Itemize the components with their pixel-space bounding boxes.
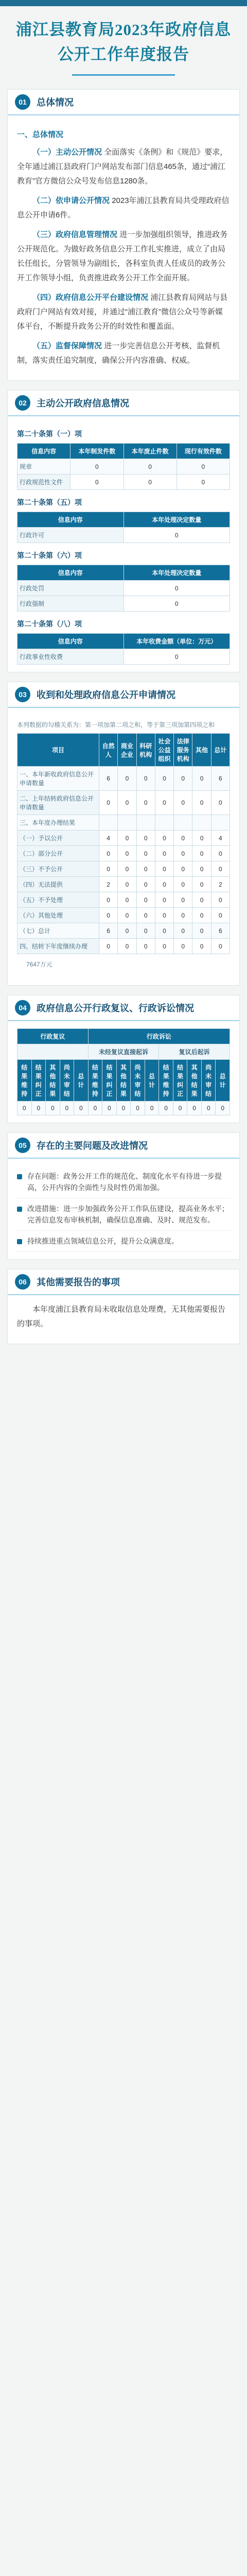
table-header-cell: 总计 xyxy=(74,1060,89,1101)
table-cell: 0 xyxy=(155,908,173,923)
table-cell: 0 xyxy=(192,791,211,815)
section-number: 01 xyxy=(15,94,30,110)
table-cell: （七）总计 xyxy=(17,923,99,939)
table-cell: 6 xyxy=(211,767,230,791)
table-cell: （五）不予处理 xyxy=(17,892,99,908)
section-number: 06 xyxy=(15,1274,30,1290)
overview-text-3: 进一步加强组织领导，推进政务公开规范化。为做好政务信息公开工作扎实推进，成立了由局长任组长，分管领导为副组长，各科室负责人任成员的政务公开工作领导小组，负责推进政务公开工作全面开展。 xyxy=(17,230,228,282)
table-cell: 行政规范性文件 xyxy=(17,474,70,490)
table-header-cell: 尚未审结 xyxy=(60,1060,74,1101)
table-cell: 0 xyxy=(155,767,173,791)
table-cell: 4 xyxy=(211,831,230,846)
table-cell: 0 xyxy=(131,1101,145,1115)
table-row xyxy=(17,939,230,954)
table-cell: （三）不予公开 xyxy=(17,861,99,877)
table-cell: 0 xyxy=(136,861,155,877)
hero xyxy=(0,6,247,89)
table-cell: 0 xyxy=(192,846,211,861)
table-cell: 0 xyxy=(123,596,230,612)
table-cell: 0 xyxy=(88,1101,102,1115)
table-cell: 0 xyxy=(174,846,192,861)
table-cell: 0 xyxy=(118,939,136,954)
table-cell: 0 xyxy=(118,861,136,877)
table-cell xyxy=(174,815,192,831)
table-header-cell: 尚未审结 xyxy=(131,1060,145,1101)
requests-note: 本列数据的勾稽关系为：第一项加第二项之和，等于第三项加第四项之和 xyxy=(17,721,215,728)
section-header xyxy=(8,1133,239,1159)
table-cell: 0 xyxy=(136,831,155,846)
table-cell: 0 xyxy=(118,877,136,892)
table-row xyxy=(17,791,230,815)
table-row xyxy=(17,649,230,665)
table-cell: 0 xyxy=(187,1101,202,1115)
table-cell: 0 xyxy=(174,791,192,815)
table-cell: 0 xyxy=(99,908,118,923)
table-cell: 0 xyxy=(118,831,136,846)
table-cell: 0 xyxy=(192,908,211,923)
table-cell xyxy=(192,815,211,831)
section-title: 收到和处理政府信息公开申请情况 xyxy=(37,690,175,700)
table-row xyxy=(17,831,230,846)
overview-subsection-5 xyxy=(17,339,230,368)
table-cell: 0 xyxy=(102,1101,117,1115)
table-row xyxy=(17,474,230,490)
table-cell: 0 xyxy=(136,877,155,892)
table-cell: 0 xyxy=(123,528,230,543)
table-cell: 0 xyxy=(136,846,155,861)
table-cell: 0 xyxy=(155,939,173,954)
table-row xyxy=(17,846,230,861)
table-cell: 三、本年度办理结果 xyxy=(17,815,99,831)
title-underline xyxy=(72,74,175,76)
table-cell xyxy=(211,815,230,831)
table-cell: 0 xyxy=(17,1101,32,1115)
table-cell: 0 xyxy=(174,908,192,923)
table-header-cell: 现行有效件数 xyxy=(177,444,230,459)
table-header-cell: 行政复议 xyxy=(17,1029,89,1044)
table-cell: 0 xyxy=(60,1101,74,1115)
table-cell: 0 xyxy=(174,892,192,908)
section-header xyxy=(8,995,239,1021)
table-cell: 0 xyxy=(211,861,230,877)
overview-heading: 一、总体情况 xyxy=(17,130,64,139)
section-title: 政府信息公开行政复议、行政诉讼情况 xyxy=(37,1003,194,1013)
section-header xyxy=(8,682,239,708)
section-title: 其他需要报告的事项 xyxy=(37,1277,120,1287)
table-cell: 行政强制 xyxy=(17,596,124,612)
table-cell: （四）无法提供 xyxy=(17,877,99,892)
table-cell: 0 xyxy=(216,1101,230,1115)
table-cell: 行政许可 xyxy=(17,528,124,543)
section-body xyxy=(8,115,239,380)
table-cell: 0 xyxy=(211,892,230,908)
table-cell: （六）其他处理 xyxy=(17,908,99,923)
table-cell: 规章 xyxy=(17,459,70,474)
table-header-cell: 其他 xyxy=(192,734,211,767)
section-number: 05 xyxy=(15,1138,30,1153)
overview-text-5: 进一步完善信息公开考核、监督机制，落实责任追究制度，确保公开内容准确、权威。 xyxy=(17,342,220,365)
table-cell: 0 xyxy=(74,1101,89,1115)
section-body xyxy=(8,1159,239,1259)
table-cell: 0 xyxy=(99,846,118,861)
table-cell xyxy=(155,815,173,831)
table-cell: 0 xyxy=(136,908,155,923)
table-cell: 0 xyxy=(211,791,230,815)
table-cell: 0 xyxy=(118,908,136,923)
table-row xyxy=(17,581,230,596)
overview-text-4: 浦江县教育局网站与县政府门户网站有效对接，并通过“浦江教育”微信公众号等新媒体平台，不断提升政务公开的时效性和覆盖面。 xyxy=(17,293,228,331)
table-header-cell: 本年处理决定数量 xyxy=(123,512,230,528)
table-cell: 0 xyxy=(174,831,192,846)
table-header-cell: 其他结果 xyxy=(116,1060,131,1101)
overview-subsection-4 xyxy=(17,291,230,334)
table-cell: 0 xyxy=(99,791,118,815)
table-cell: 0 xyxy=(118,892,136,908)
table-row xyxy=(17,596,230,612)
table-cell: 0 xyxy=(192,892,211,908)
section-title: 存在的主要问题及改进情况 xyxy=(37,1141,148,1151)
section-title: 总体情况 xyxy=(37,97,74,108)
table-row xyxy=(17,767,230,791)
table-cell: 四、结转下年度继续办理 xyxy=(17,939,99,954)
table-cell: 0 xyxy=(99,861,118,877)
table-header-cell: 本年废止件数 xyxy=(123,444,177,459)
section-body xyxy=(8,1295,239,1344)
section-header xyxy=(8,1269,239,1295)
overview-label-2: （二）依申请公开情况 xyxy=(32,196,110,205)
table-cell: 0 xyxy=(155,846,173,861)
table-title: 第二十条第（六）项 xyxy=(17,551,82,560)
section-title: 主动公开政府信息情况 xyxy=(37,398,129,409)
page-title: 浦江县教育局2023年政府信息公开工作年度报告 xyxy=(16,21,231,63)
table-cell: 0 xyxy=(118,791,136,815)
table-subheader: 复议后起诉 xyxy=(159,1044,230,1060)
table-row xyxy=(17,908,230,923)
table-header-cell: 法律服务机构 xyxy=(174,734,192,767)
table-cell: 0 xyxy=(174,939,192,954)
table-cell: 0 xyxy=(99,892,118,908)
section-body xyxy=(8,1021,239,1123)
table-header-cell: 结果维持 xyxy=(88,1060,102,1101)
problems-list xyxy=(17,1166,230,1252)
section-problems xyxy=(7,1132,240,1260)
active-table-4 xyxy=(17,633,230,665)
table-cell: 0 xyxy=(192,939,211,954)
active-table-2 xyxy=(17,512,230,543)
table-cell: 6 xyxy=(99,923,118,939)
overview-label-4: （四）政府信息公开平台建设情况 xyxy=(32,293,149,302)
active-table-1 xyxy=(17,443,230,490)
table-cell: 0 xyxy=(155,877,173,892)
table-cell: 0 xyxy=(155,861,173,877)
section-other xyxy=(7,1269,240,1344)
table-cell: （二）部分公开 xyxy=(17,846,99,861)
table-header-cell: 行政诉讼 xyxy=(88,1029,230,1044)
table-cell: 0 xyxy=(155,831,173,846)
overview-label-3: （三）政府信息管理情况 xyxy=(32,230,118,239)
list-item xyxy=(17,1231,230,1252)
table-header-cell: 尚未审结 xyxy=(201,1060,216,1101)
overview-text-2: 2023年浦江县教育局共受理政府信息公开申请6件。 xyxy=(17,196,230,219)
table-cell: 0 xyxy=(173,1101,187,1115)
overview-subsection-2 xyxy=(17,194,230,223)
list-item xyxy=(17,1166,230,1198)
table-row xyxy=(17,528,230,543)
table-row xyxy=(17,459,230,474)
table-cell: 0 xyxy=(123,459,177,474)
table-cell: 0 xyxy=(177,474,230,490)
table-row xyxy=(17,1101,230,1115)
overview-label-5: （五）监督保障情况 xyxy=(32,342,102,350)
table-cell: 0 xyxy=(118,846,136,861)
table-header-cell: 本年收费金额（单位：万元） xyxy=(123,634,230,649)
table-cell xyxy=(136,815,155,831)
table-cell: 二、上年结转政府信息公开申请数量 xyxy=(17,791,99,815)
list-item-text: 存在问题：政务公开工作的规范化、制度化水平有待进一步提高，公开内容的全面性与及时性仍需加强。 xyxy=(27,1172,222,1192)
table-cell: 6 xyxy=(99,767,118,791)
table-cell: 0 xyxy=(155,892,173,908)
bullet-icon xyxy=(17,1239,22,1244)
active-table-3 xyxy=(17,565,230,612)
table-cell: （一）予以公开 xyxy=(17,831,99,846)
requests-cost-note xyxy=(17,954,230,978)
table-cell: 0 xyxy=(192,877,211,892)
table-header-cell: 总计 xyxy=(145,1060,159,1101)
table-header-cell: 结果纠正 xyxy=(173,1060,187,1101)
section-number: 03 xyxy=(15,687,30,702)
table-cell: 4 xyxy=(99,831,118,846)
section-overview xyxy=(7,89,240,381)
requests-cost-value: 7647万元 xyxy=(26,961,52,968)
table-header-cell: 信息内容 xyxy=(17,565,124,581)
table-row xyxy=(17,815,230,831)
table-cell: 0 xyxy=(46,1101,60,1115)
table-cell: 0 xyxy=(136,892,155,908)
overview-text-1: 全面落实《条例》和《规范》要求，全年通过浦江县政府门户网站发布部门信息465条，通过“浦江教育”官方微信公众号发布信息1280条。 xyxy=(17,148,228,185)
top-bar xyxy=(0,0,247,6)
table-cell: 0 xyxy=(159,1101,173,1115)
table-cell: 0 xyxy=(70,459,123,474)
table-title: 第二十条第（八）项 xyxy=(17,620,82,628)
section-active-disclosure xyxy=(7,390,240,672)
section-review-lawsuit xyxy=(7,995,240,1123)
table-row xyxy=(17,923,230,939)
table-header-cell: 科研机构 xyxy=(136,734,155,767)
table-cell: 0 xyxy=(123,474,177,490)
table-cell: 0 xyxy=(177,459,230,474)
table-subheader xyxy=(17,1044,89,1060)
bullet-icon xyxy=(17,1207,22,1212)
table-cell: 0 xyxy=(192,831,211,846)
table-header-cell: 社会公益组织 xyxy=(155,734,173,767)
table-header-cell: 本年处理决定数量 xyxy=(123,565,230,581)
overview-subsection-1 xyxy=(17,145,230,189)
table-cell: 行政处罚 xyxy=(17,581,124,596)
table-header-cell: 总计 xyxy=(216,1060,230,1101)
table-header-cell: 结果纠正 xyxy=(102,1060,117,1101)
table-cell: 0 xyxy=(211,939,230,954)
table-cell: 0 xyxy=(201,1101,216,1115)
overview-label-1: （一）主动公开情况 xyxy=(32,148,102,157)
list-item xyxy=(17,1198,230,1231)
table-row xyxy=(17,877,230,892)
table-cell: 0 xyxy=(123,649,230,665)
table-cell xyxy=(118,815,136,831)
table-cell: 0 xyxy=(116,1101,131,1115)
section-number: 04 xyxy=(15,1000,30,1015)
table-title: 第二十条第（五）项 xyxy=(17,498,82,506)
section-header xyxy=(8,90,239,115)
table-cell: 0 xyxy=(211,846,230,861)
table-header-cell: 结果维持 xyxy=(17,1060,32,1101)
list-item-text: 改进措施：进一步加强政务公开工作队伍建设，提高业务水平；完善信息发布审核机制，确保信息准确、及时、规范发布。 xyxy=(27,1205,229,1224)
section-body xyxy=(8,416,239,672)
table-row xyxy=(17,892,230,908)
table-header-cell: 商业企业 xyxy=(118,734,136,767)
table-header-cell: 信息内容 xyxy=(17,634,124,649)
table-header-cell: 项目 xyxy=(17,734,99,767)
table-cell: 0 xyxy=(155,791,173,815)
table-header-cell: 总计 xyxy=(211,734,230,767)
table-cell: 0 xyxy=(211,908,230,923)
table-header-cell: 自然人 xyxy=(99,734,118,767)
table-cell: 0 xyxy=(31,1101,46,1115)
section-body xyxy=(8,708,239,985)
table-cell xyxy=(99,815,118,831)
table-cell: 0 xyxy=(174,767,192,791)
requests-table xyxy=(17,733,230,954)
table-cell: 0 xyxy=(123,581,230,596)
table-cell: 2 xyxy=(99,877,118,892)
table-cell: 行政事业性收费 xyxy=(17,649,124,665)
table-header-cell: 结果纠正 xyxy=(31,1060,46,1101)
table-cell: 0 xyxy=(145,1101,159,1115)
table-cell: 一、本年新收政府信息公开申请数量 xyxy=(17,767,99,791)
table-cell: 2 xyxy=(211,877,230,892)
table-cell: 0 xyxy=(136,939,155,954)
table-cell: 0 xyxy=(174,877,192,892)
other-text: 本年度浦江县教育局未收取信息处理费，无其他需要报告的事项。 xyxy=(17,1305,226,1328)
table-cell: 0 xyxy=(192,861,211,877)
section-header xyxy=(8,391,239,416)
table-cell: 0 xyxy=(192,767,211,791)
review-table xyxy=(17,1028,230,1115)
table-cell: 6 xyxy=(211,923,230,939)
table-header-cell: 信息内容 xyxy=(17,512,124,528)
table-cell: 0 xyxy=(136,923,155,939)
table-cell: 0 xyxy=(118,767,136,791)
overview-subsection-3 xyxy=(17,228,230,285)
table-cell: 0 xyxy=(118,923,136,939)
table-cell: 0 xyxy=(136,767,155,791)
table-cell: 0 xyxy=(70,474,123,490)
table-cell: 0 xyxy=(192,923,211,939)
section-requests xyxy=(7,682,240,986)
table-cell: 0 xyxy=(174,861,192,877)
table-cell: 0 xyxy=(174,923,192,939)
table-cell: 0 xyxy=(136,791,155,815)
table-subheader: 未经复议直接起诉 xyxy=(88,1044,159,1060)
section-number: 02 xyxy=(15,395,30,411)
table-row xyxy=(17,861,230,877)
bullet-icon xyxy=(17,1174,22,1179)
table-header-cell: 本年制发件数 xyxy=(70,444,123,459)
table-cell: 0 xyxy=(155,923,173,939)
table-cell: 0 xyxy=(99,939,118,954)
table-header-cell: 其他结果 xyxy=(46,1060,60,1101)
table-title: 第二十条第（一）项 xyxy=(17,430,82,438)
list-item-text: 持续推进重点领域信息公开，提升公众满意度。 xyxy=(27,1237,179,1245)
table-header-cell: 信息内容 xyxy=(17,444,70,459)
table-header-cell: 结果维持 xyxy=(159,1060,173,1101)
table-header-cell: 其他结果 xyxy=(187,1060,202,1101)
